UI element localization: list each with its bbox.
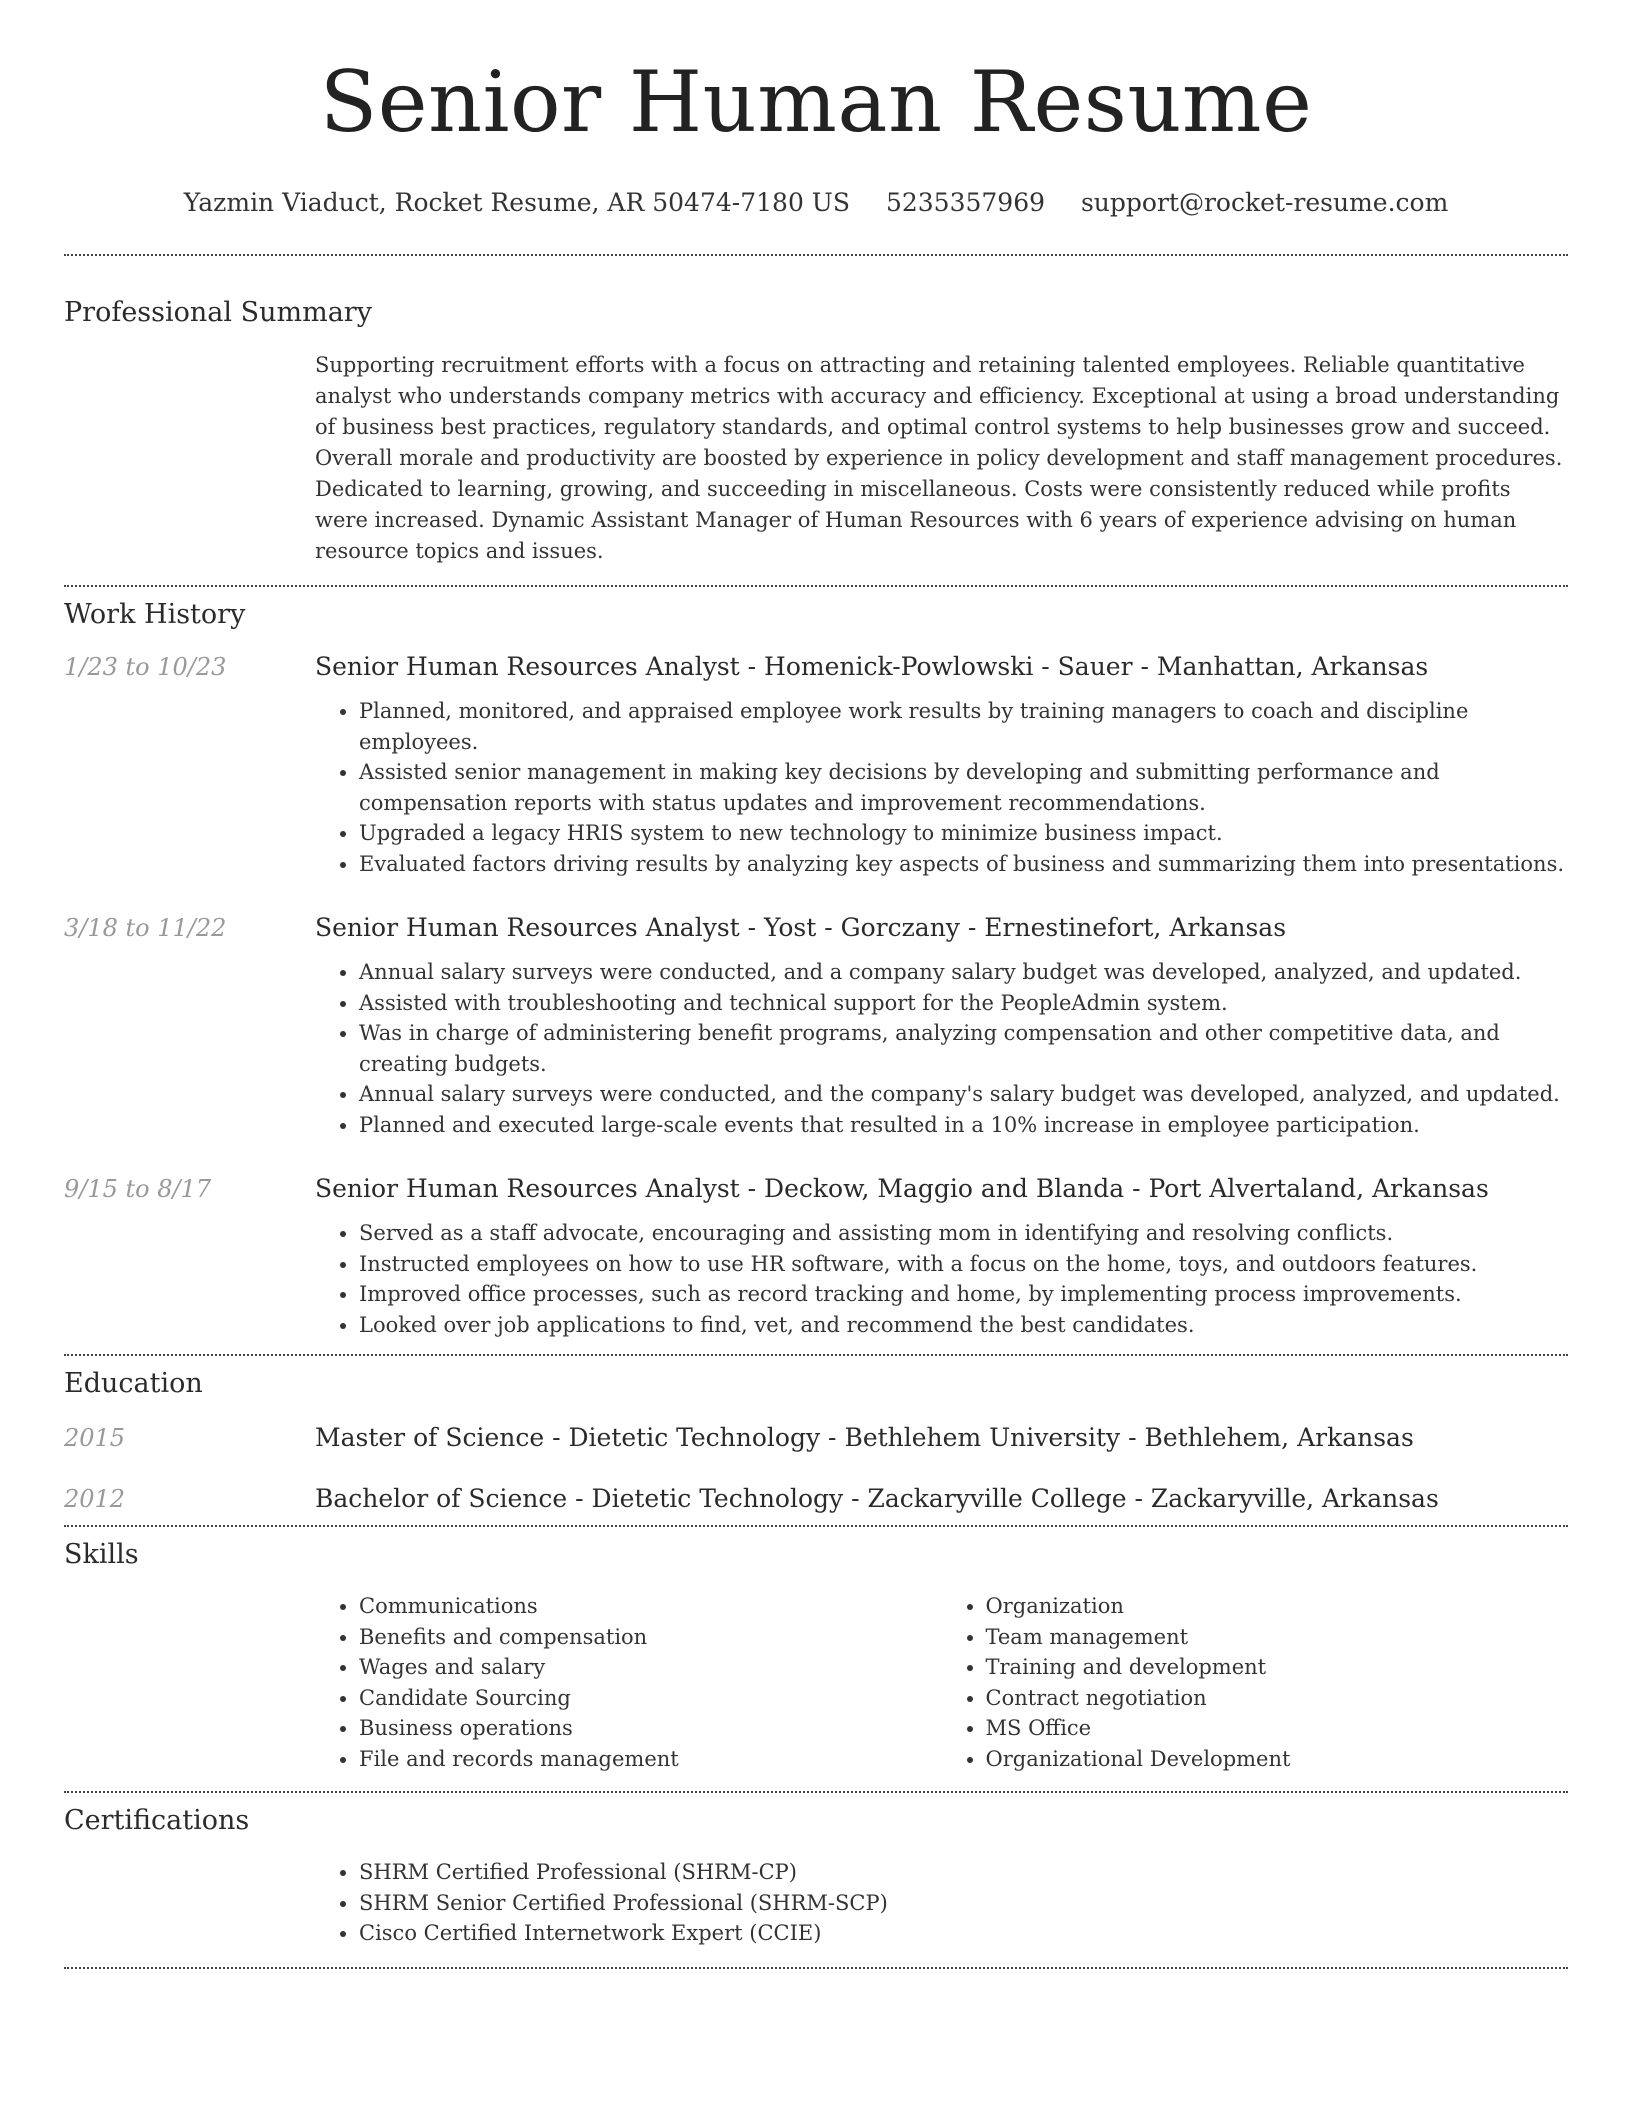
list-item: • Planned and executed large-scale events that resulted in a 10% increase in employee participation.	[359, 1110, 1568, 1141]
list-item: • Benefits and compensation	[359, 1622, 942, 1653]
list-item: • Contract negotiation	[986, 1683, 1569, 1714]
list-item: • Improved office processes, such as record tracking and home, by implementing process improvements.	[359, 1279, 1568, 1310]
education-year: 2012	[64, 1485, 126, 1513]
list-item: • Assisted with troubleshooting and technical support for the PeopleAdmin system.	[359, 988, 1568, 1019]
job-title: Senior Human Resources Analyst - Yost - Gorczany - Ernestinefort, Arkansas	[315, 913, 1287, 942]
list-item: • Evaluated factors driving results by analyzing key aspects of business and summarizing them into presentations.	[359, 849, 1568, 880]
divider	[64, 1525, 1568, 1527]
education-entry	[64, 1423, 1568, 1452]
list-item: • Assisted senior management in making key decisions by developing and submitting performance and compensation reports with status updates and improvement recommendations.	[359, 757, 1568, 818]
skills-heading: Skills	[64, 1539, 139, 1570]
job-dates: 9/15 to 8/17	[64, 1175, 212, 1203]
list-item: • Wages and salary	[359, 1652, 942, 1683]
divider	[64, 1354, 1568, 1356]
skills-section	[64, 1538, 1568, 1774]
education-year: 2015	[64, 1424, 126, 1452]
work-history-section	[64, 598, 1568, 1340]
education-title: Bachelor of Science - Dietetic Technology - Zackaryville College - Zackaryville, Arkansas	[315, 1484, 1439, 1513]
list-item: • Training and development	[986, 1652, 1569, 1683]
list-item: • Instructed employees on how to use HR software, with a focus on the home, toys, and outdoors features.	[359, 1249, 1568, 1280]
contact-line	[64, 188, 1568, 218]
list-item: • Cisco Certified Internetwork Expert (CCIE)	[359, 1918, 1568, 1949]
job-bullets	[315, 957, 1568, 1140]
list-item: • Organizational Development	[986, 1744, 1569, 1775]
resume-page	[64, 0, 1568, 1969]
contact-email: support@rocket-resume.com	[1080, 188, 1449, 217]
contact-phone: 5235357969	[885, 188, 1046, 217]
contact-address: Yazmin Viaduct, Rocket Resume, AR 50474-7180 US	[183, 188, 850, 217]
skills-list-left	[315, 1591, 942, 1774]
divider	[64, 254, 1568, 256]
list-item: • SHRM Senior Certified Professional (SHRM-SCP)	[359, 1888, 1568, 1919]
job-title: Senior Human Resources Analyst - Homenick-Powlowski - Sauer - Manhattan, Arkansas	[315, 652, 1429, 681]
job-dates: 1/23 to 10/23	[64, 653, 227, 681]
job-bullets	[315, 1218, 1568, 1340]
education-entry	[64, 1484, 1568, 1513]
list-item: • Business operations	[359, 1713, 942, 1744]
list-item: • Annual salary surveys were conducted, and a company salary budget was developed, analyzed, and updated.	[359, 957, 1568, 988]
job-entry	[64, 652, 1568, 879]
list-item: • Was in charge of administering benefit programs, analyzing compensation and other competitive data, and creating budgets.	[359, 1018, 1568, 1079]
list-item: • SHRM Certified Professional (SHRM-CP)	[359, 1857, 1568, 1888]
certifications-list	[315, 1857, 1568, 1949]
work-history-heading: Work History	[64, 599, 246, 630]
job-bullets	[315, 696, 1568, 879]
job-entry	[64, 913, 1568, 1140]
list-item: • Planned, monitored, and appraised employee work results by training managers to coach and discipline employees.	[359, 696, 1568, 757]
job-entry	[64, 1174, 1568, 1340]
list-item: • Served as a staff advocate, encouraging and assisting mom in identifying and resolving conflicts.	[359, 1218, 1568, 1249]
certifications-section	[64, 1804, 1568, 1949]
summary-heading: Professional Summary	[64, 297, 372, 328]
summary-text: Supporting recruitment efforts with a focus on attracting and retaining talented employees. Reliable quantitative analyst who understands company metrics with accuracy and efficiency. Exceptional at using a broad understanding of business best practices, regulatory standards, and optimal control systems to help businesses grow and succeed. Overall morale and productivity are boosted by experience in policy development and staff management procedures. Dedicated to learning, growing, and succeeding in miscellaneous. Costs were consistently reduced while profits were increased. Dynamic Assistant Manager of Human Resources with 6 years of experience advising on human resource topics and issues.	[315, 353, 1563, 563]
list-item: • Annual salary surveys were conducted, and the company's salary budget was developed, analyzed, and updated.	[359, 1079, 1568, 1110]
list-item: • MS Office	[986, 1713, 1569, 1744]
list-item: • Team management	[986, 1622, 1569, 1653]
list-item: • File and records management	[359, 1744, 942, 1775]
education-section	[64, 1367, 1568, 1513]
summary-section	[64, 296, 1568, 567]
list-item: • Organization	[986, 1591, 1569, 1622]
list-item: • Upgraded a legacy HRIS system to new technology to minimize business impact.	[359, 818, 1568, 849]
list-item: • Candidate Sourcing	[359, 1683, 942, 1714]
divider	[64, 1967, 1568, 1969]
list-item: • Communications	[359, 1591, 942, 1622]
divider	[64, 585, 1568, 587]
certifications-heading: Certifications	[64, 1805, 250, 1836]
skills-list-right	[942, 1591, 1569, 1774]
resume-title: Senior Human Resume	[319, 53, 1313, 151]
education-title: Master of Science - Dietetic Technology - Bethlehem University - Bethlehem, Arkansas	[315, 1423, 1414, 1452]
job-title: Senior Human Resources Analyst - Deckow, Maggio and Blanda - Port Alvertaland, Arkansas	[315, 1174, 1489, 1203]
job-dates: 3/18 to 11/22	[64, 914, 227, 942]
education-heading: Education	[64, 1368, 203, 1399]
divider	[64, 1791, 1568, 1793]
list-item: • Looked over job applications to find, vet, and recommend the best candidates.	[359, 1310, 1568, 1341]
